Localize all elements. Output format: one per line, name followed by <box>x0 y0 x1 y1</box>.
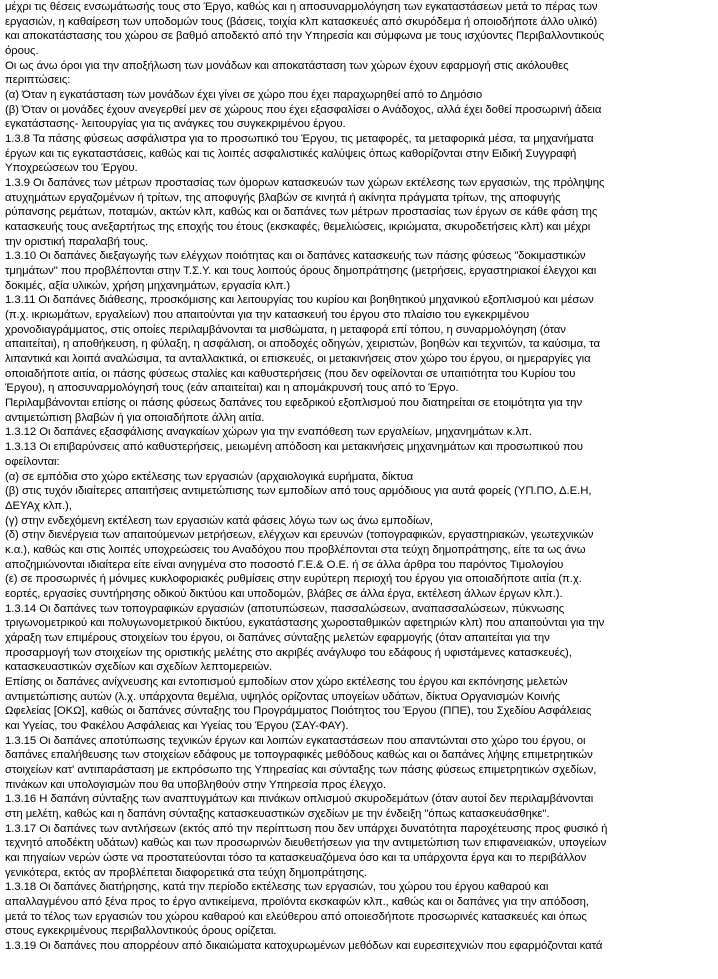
text-line: 1.3.11 Οι δαπάνες διάθεσης, προσκόμισης και λειτουργίας του κυρίου και βοηθητικού μηχανικού εξοπλισμού και μέσων <box>5 294 594 307</box>
text-line: 1.3.9 Οι δαπάνες των μέτρων προστασίας των όμορων κατασκευών των χώρων εκτέλεσης των εργασιών, της πρόληψης <box>5 177 605 190</box>
text-line: Έργου), η αποσυναρμολόγησή τους (εάν απαιτείται) και η απομάκρυνσή τους από το Έργο. <box>5 382 459 395</box>
text-line: 1.3.8 Τα πάσης φύσεως ασφάλιστρα για το προσωπικό του Έργου, τις μεταφορές, τα μεταφορικά μέσα, τα μηχανήματα <box>5 133 594 146</box>
text-line: κ.α.), καθώς και στις λοιπές υποχρεώσεις του Αναδόχου που προβλέπονται στα τεύχη δημοπράτησης, είτε τα ως άνω <box>5 543 586 556</box>
text-line: στους εγκεκριμένους περιβαλλοντικούς όρους ορίζεται. <box>5 925 277 938</box>
text-line: και Υγείας, του Φακέλου Ασφάλειας και Υγείας του Έργου (ΣΑΥ-ΦΑΥ). <box>5 719 349 732</box>
text-line: αντιμετώπιση βλαβών ή για οποιαδήποτε άλλη αιτία. <box>5 411 265 424</box>
text-line: Περιλαμβάνονται επίσης οι πάσης φύσεως δαπάνες του εφεδρικού εξοπλισμού που διατηρείται σε ετοιμότητα για την <box>5 397 583 410</box>
text-line: απαιτείται), η αποθήκευση, η φύλαξη, η ασφάλιση, οι αποδοχές οδηγών, χειριστών, βοηθών και τεχνιτών, τα καύσιμα, τα <box>5 338 601 351</box>
text-line: (α) σε εμπόδια στο χώρο εκτέλεσης των εργασιών (αρχαιολογικά ευρήματα, δίκτυα <box>5 470 414 483</box>
text-line: εργασιών, η καθαίρεση των υποδομών τους (βάσεις, τοιχία κλπ κατασκευές από σκυρόδεμα ή οποιοδήποτε άλλο υλικό) <box>5 15 598 28</box>
text-line: έργων και τις εγκαταστάσεις, καθώς και τις λοιπές ασφαλιστικές καλύψεις όπως καθορίζονται στην Ειδική Συγγραφή <box>5 147 577 160</box>
text-line: 1.3.15 Οι δαπάνες αποτύπωσης τεχνικών έργων και λοιπών εγκαταστάσεων που απαντώνται στο χώρο του έργου, οι <box>5 734 586 747</box>
text-line: και αποκατάστασης του χώρου σε βαθμό αποδεκτό από την Υπηρεσία και σύμφωνα με τους ισχύοντες Περιβαλλοντικούς <box>5 30 605 43</box>
text-line: την οριστική παραλαβή τους. <box>5 235 149 248</box>
text-line: (γ) στην ενδεχόμενη εκτέλεση των εργασιών κατά φάσεις λόγω των ως άνω εμποδίων, <box>5 514 433 527</box>
text-line: και πηγαίων νερών ώστε να προστατεύονται τόσο τα κατασκευαζόμενα όσο και τα υπάρχοντα έργα και το περιβάλλον <box>5 851 587 864</box>
text-line: 1.3.14 Οι δαπάνες των τοπογραφικών εργασιών (αποτυπώσεων, πασσαλώσεων, αναπασσαλώσεων, πύκνωσης <box>5 602 565 615</box>
text-line: (π.χ. ικριωμάτων, εργαλείων) που απαιτούνται για την κατασκευή του έργου στο πλαίσιο του εγκεκριμένου <box>5 309 530 322</box>
text-line: 1.3.18 Οι δαπάνες διατήρησης, κατά την περίοδο εκτέλεσης των εργασιών, του χώρου του έργου καθαρού και <box>5 881 549 894</box>
text-line: αντιμετώπισης αυτών (λ.χ. υπάρχοντα θεμέλια, υψηλός ορίζοντας υπογείων υδάτων, δίκτυα Οργανισμών Κοινής <box>5 690 560 703</box>
text-line: 1.3.17 Οι δαπάνες των αντλήσεων (εκτός από την περίπτωση που δεν υπάρχει δυνατότητα παροχέτευσης προς φυσικό ή <box>5 822 608 835</box>
text-line: κατασκευής τους ανεξαρτήτως της εποχής του έτους (εκσκαφές, θεμελιώσεις, ικριώματα, σκυροδετήσεις κλπ) και μέχρι <box>5 221 591 234</box>
text-line: πινάκων και υπολογισμών που θα υποβληθούν στην Υπηρεσία προς έλεγχο. <box>5 778 386 791</box>
text-line: 1.3.13 Οι επιβαρύνσεις από καθυστερήσεις, μειωμένη απόδοση και μετακινήσεις μηχανημάτων και προσωπικού που <box>5 441 583 454</box>
text-line: 1.3.10 Οι δαπάνες διεξαγωγής των ελέγχων ποιότητας και οι δαπάνες κατασκευής των πάσης φύσεως "δοκιμαστικών <box>5 250 586 263</box>
text-line: μετά το τέλος των εργασιών του χώρου καθαρού και ελεύθερου από οποιεσδήποτε προσωρινές κατασκευές και όπως <box>5 910 587 923</box>
text-line: οφείλονται: <box>5 455 60 468</box>
text-line: χρονοδιαγράμματος, στις οποίες περιλαμβάνονται τα μισθώματα, η μεταφορά επί τόπου, η συναρμολόγηση (όταν <box>5 323 566 336</box>
text-line: Ωφελείας [ΟΚΩ], καθώς οι δαπάνες σύνταξης του Προγράμματος Ποιότητος του Έργου (ΠΠΕ), του Σχεδίου Ασφάλειας <box>5 705 592 718</box>
text-line: ΔΕΥΑχ κλπ.), <box>5 499 72 512</box>
text-line: περιπτώσεις: <box>5 74 71 87</box>
text-line: γενικότερα, εκτός αν προβλέπεται διαφορετικά στα τεύχη δημοπράτησης. <box>5 866 368 879</box>
text-line: ρύπανσης ρεμάτων, ποταμών, ακτών κλπ, καθώς και οι δαπάνες των μέτρων προστασίας των έργων σε κάθε φάση της <box>5 206 598 219</box>
text-line: στοιχείων κατ' αντιπαράσταση με εκπρόσωπο της Υπηρεσίας και σύνταξης των πάσης φύσεως επιμετρητικών σχεδίων, <box>5 763 597 776</box>
text-line: εορτές, εργασίες συντήρησης οδικού δικτύου και υποδομών, βλάβες σε άλλα έργα, εκτέλεση άλλων έργων κλπ.). <box>5 587 563 600</box>
text-line: (α) Όταν η εγκατάσταση των μονάδων έχει γίνει σε χώρο που έχει παραχωρηθεί από το Δημόσιο <box>5 89 483 102</box>
text-line: αποζημιώνονται ιδιαίτερα είτε είναι ανηγμένα στο ποσοστό Γ.Ε.& Ο.Ε. ή σε άλλα άρθρα του παρόντος Τιμολογίου <box>5 558 564 571</box>
text-line: 1.3.19 Οι δαπάνες που απορρέουν από δικαιώματα κατοχυρωμένων μεθόδων και ευρεσιτεχνιών που εφαρμόζονται κατά <box>5 940 603 952</box>
text-line: δαπάνες επαλήθευσης των στοιχείων εδάφους με τοπογραφικές μεθόδους καθώς και οι δαπάνες λήψης επιμετρητικών <box>5 749 593 762</box>
text-line: (β) στις τυχόν ιδιαίτερες απαιτήσεις αντιμετώπισης των εμποδίων από τους αρμόδιους για αυτά φορείς (ΥΠ.ΠΟ, Δ.Ε.Η, <box>5 485 592 498</box>
text-line: χάραξη των επιμέρους στοιχείων του έργου, οι δαπάνες σύνταξης μελετών εφαρμογής (όταν απαιτείται για την <box>5 631 550 644</box>
text-line: όρους. <box>5 45 39 58</box>
text-line: τεχνητό αποδέκτη υδάτων) καθώς και των προσωρινών διευθετήσεων για την αντιμετώπιση των επιφανειακών, υπογείων <box>5 837 607 850</box>
text-line: ατυχημάτων εργαζομένων ή τρίτων, της αποφυγής βλαβών σε κινητά ή ακίνητα πράγματα τρίτων, της αποφυγής <box>5 191 561 204</box>
text-line: στη μελέτη, καθώς και η δαπάνη σύνταξης κατασκευαστικών σχεδίων με την ένδειξη "όπως κατασκευάσθηκε". <box>5 807 550 820</box>
text-line: Επίσης οι δαπάνες ανίχνευσης και εντοπισμού εμποδίων στον χώρο εκτέλεσης του έργου και εκπόνησης μελετών <box>5 675 568 688</box>
text-line: (ε) σε προσωρινές ή μόνιμες κυκλοφοριακές ρυθμίσεις στην ευρύτερη περιοχή του έργου για οποιαδήποτε αιτία (π.χ. <box>5 573 582 586</box>
text-line: προσαρμογή των στοιχείων της οριστικής μελέτης στο ακριβές ανάγλυφο του εδάφους ή υφιστάμενες κατασκευές), <box>5 646 572 659</box>
text-line: τμημάτων" που προβλέπονται στην Τ.Σ.Υ. και τους λοιπούς όρους δημοπράτησης (μετρήσεις, εργαστηριακοί έλεγχοι και <box>5 265 597 278</box>
text-line: οποιαδήποτε αιτία, οι πάσης φύσεως σταλίες και καθυστερήσεις (που δεν οφείλονται σε υπαιτιότητα του Κυρίου του <box>5 367 576 380</box>
text-line: 1.3.12 Οι δαπάνες εξασφάλισης αναγκαίων χώρων για την εναπόθεση των εργαλείων, μηχανημάτων κ.λπ. <box>5 426 532 439</box>
text-line: τριγωνομετρικού και πολυγωνομετρικού δικτύου, εγκατάστασης χωροσταθμικών αφετηριών κλπ) που απαιτούνται για την <box>5 617 605 630</box>
text-line: κατασκευαστικών σχεδίων και σχεδίων λεπτομερειών. <box>5 661 273 674</box>
text-line: λιπαντικά και λοιπά αναλώσιμα, τα ανταλλακτικά, οι επισκευές, οι μετακινήσεις στον χώρο του έργου, οι ημεραργίες για <box>5 353 591 366</box>
text-line: Οι ως άνω όροι για την αποξήλωση των μονάδων και αποκατάσταση των χώρων έχουν εφαρμογή στις ακόλουθες <box>5 59 569 72</box>
text-line: εγκατάστασης- λειτουργίας για τις ανάγκες του συγκεκριμένου έργου. <box>5 118 346 131</box>
text-line: (β) Όταν οι μονάδες έχουν ανεγερθεί μεν σε χώρους που έχει εξασφαλίσει ο Ανάδοχος, αλλά έχει δοθεί προσωρινή άδεια <box>5 103 602 116</box>
text-line: δοκιμές, αξία υλικών, χρήση μηχανημάτων, εργασία κλπ.) <box>5 279 291 292</box>
text-line: απαλλαγμένου από ξένα προς το έργο αντικείμενα, προϊόντα εκσκαφών κλπ., καθώς και οι δαπάνες για την απόδοση, <box>5 895 589 908</box>
text-line: 1.3.16 Η δαπάνη σύνταξης των αναπτυγμάτων και πινάκων οπλισμού σκυροδεμάτων (όταν αυτοί δεν περιλαμβάνονται <box>5 793 594 806</box>
text-line: Υποχρεώσεων του Έργου. <box>5 162 138 175</box>
text-line: (δ) στην διενέργεια των απαιτούμενων μετρήσεων, ελέγχων και ερευνών (τοπογραφικών, εργαστηριακών, γεωτεχνικών <box>5 529 594 542</box>
text-line: μέχρι τις θέσεις ενσωμάτωσής τους στο Έργο, καθώς και η αποσυναρμολόγηση των εγκαταστάσεων μετά το πέρας των <box>5 1 598 13</box>
